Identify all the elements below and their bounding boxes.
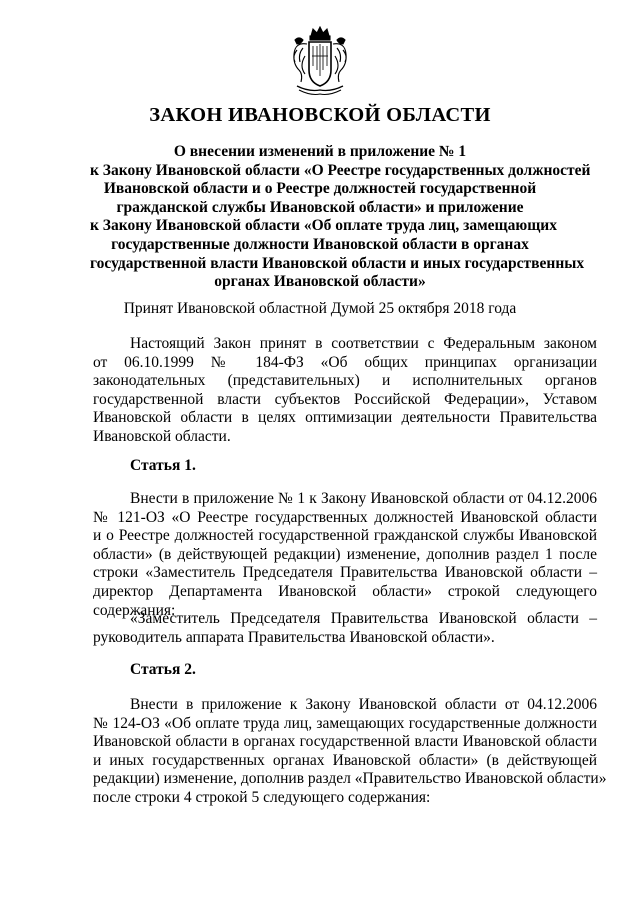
paragraph-line: законодательных (представительных) и исполнительных органов: [93, 372, 597, 390]
subtitle-line: к Закону Ивановской области «Об оплате труда лиц, замещающих: [90, 217, 557, 235]
subtitle-line: органах Ивановской области»: [214, 273, 426, 291]
paragraph-line: Ивановской области в органах государственной власти Ивановской области: [93, 733, 597, 751]
paragraph-line: после строки 4 строкой 5 следующего содержания:: [93, 788, 431, 806]
paragraph-line: государственной власти субъектов Российской Федерации», Уставом: [93, 390, 597, 408]
subtitle-line: к Закону Ивановской области «О Реестре государственных должностей: [90, 161, 591, 179]
paragraph-line: содержания:: [93, 601, 176, 619]
subtitle-line: Ивановской области и о Реестре должностей государственной: [103, 180, 537, 198]
paragraph-line: и иных государственных органах Ивановской области» (в действующей: [93, 751, 597, 769]
paragraph-line: и о Реестре должностей государственной гражданской службы Ивановской: [93, 527, 597, 545]
article-2-paragraph: [93, 696, 607, 808]
law-subtitle: [90, 143, 591, 292]
paragraph-line: строки «Заместитель Председателя Правительства Ивановской области –: [93, 564, 597, 582]
paragraph-line: от 06.10.1999 № 184-ФЗ «Об общих принципах организации: [93, 353, 597, 371]
paragraph-line: № 121-ОЗ «О Реестре государственных должностей Ивановской области: [93, 508, 597, 526]
preamble-paragraph: [93, 335, 597, 447]
paragraph-line: Настоящий Закон принят в соответствии с Федеральным законом: [130, 335, 597, 352]
subtitle-line: гражданской службы Ивановской области» и приложение: [116, 198, 524, 216]
paragraph-line: Ивановской области.: [93, 427, 231, 445]
paragraph-line: № 124-ОЗ «Об оплате труда лиц, замещающих государственные должности: [93, 714, 597, 732]
subtitle-line: государственной власти Ивановской области и иных государственных: [90, 254, 585, 272]
article-1-heading: Статья 1.: [130, 457, 196, 474]
coat-of-arms-icon: [289, 26, 351, 98]
article-2-heading: Статья 2.: [130, 661, 196, 678]
paragraph-line: Внести в приложение № 1 к Закону Ивановской области от 04.12.2006: [130, 490, 597, 507]
subtitle-line: О внесении изменений в приложение № 1: [173, 143, 467, 160]
subtitle-line: государственные должности Ивановской области в органах: [111, 235, 529, 253]
document-title: ЗАКОН ИВАНОВСКОЙ ОБЛАСТИ: [149, 104, 491, 126]
paragraph-line: «Заместитель Председателя Правительства Ивановской области –: [130, 610, 597, 627]
adoption-statement: Принят Ивановской областной Думой 25 октября 2018 года: [123, 300, 517, 317]
paragraph-line: Ивановской области в целях оптимизации деятельности Правительства: [93, 409, 597, 427]
paragraph-line: директор Департамента Ивановской области» строкой следующего: [93, 582, 597, 600]
paragraph-line: редакции) изменение, дополнив раздел «Правительство Ивановской области»: [93, 770, 607, 788]
paragraph-line: области» (в действующей редакции) изменение, дополнив раздел 1 после: [93, 545, 597, 563]
article-1-inserted-text: [93, 610, 597, 647]
article-1-paragraph: [93, 490, 597, 620]
paragraph-line: Внести в приложение к Закону Ивановской области от 04.12.2006: [130, 696, 597, 713]
paragraph-line: руководитель аппарата Правительства Ивановской области».: [93, 628, 495, 646]
